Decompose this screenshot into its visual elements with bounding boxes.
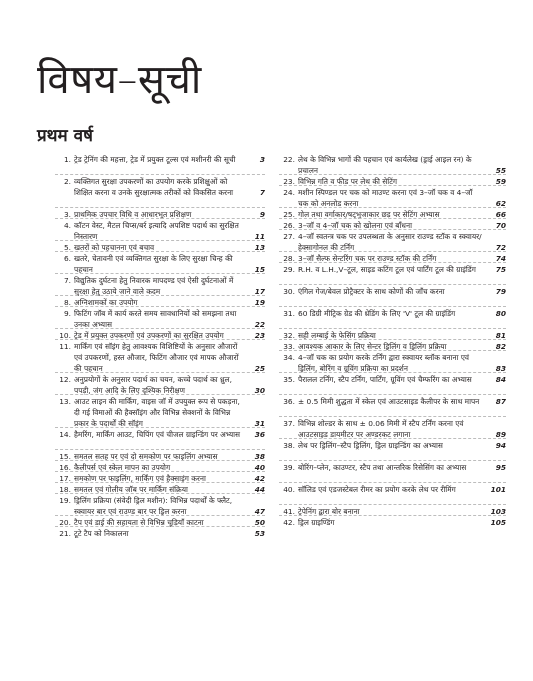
toc-entry — [55, 341, 265, 374]
dashed-divider — [55, 328, 265, 329]
dashed-divider — [279, 262, 506, 263]
entry-page: 15 — [254, 265, 265, 274]
entry-number: 38. — [283, 441, 295, 450]
toc-entry — [279, 517, 506, 528]
entry-page: 105 — [490, 518, 506, 527]
entry-title: 3–जॉ व 4–जॉ चक को खोलना एवं बाँधना — [298, 221, 412, 230]
entry-number: 10. — [59, 331, 71, 340]
dashed-divider — [279, 515, 506, 516]
entry-title: मार्किंग एवं सॉइंग हेतु आवश्यक विशिष्टियों के अनुसार औजारों एवं उपकरणों, हस्त औजार, फिटिंग औजार एवं मापक औजारों की पहचान — [74, 342, 239, 373]
entry-page: 79 — [495, 287, 506, 296]
entry-page: 31 — [254, 419, 265, 428]
entry-page: 55 — [495, 166, 506, 175]
entry-page: 22 — [254, 320, 265, 329]
entry-number: 16. — [59, 463, 71, 472]
entry-page: 47 — [254, 507, 265, 516]
toc-entry — [55, 253, 265, 275]
toc-entry — [55, 220, 265, 242]
entry-title: समतल सतह पर एवं दो समकोण पर फाइलिंग अभ्यास — [74, 452, 218, 461]
entry-page: 44 — [254, 485, 265, 494]
entry-title: विद्युतिक दुर्घटना हेतु निवारक मापदण्ड एवं ऐसी दुर्घटनाओं में सुरक्षा हेतु उठाये जाने वाले कदम — [74, 276, 234, 296]
dashed-divider — [279, 504, 506, 505]
entry-number: 14. — [59, 430, 71, 439]
entry-number: 17. — [59, 474, 71, 483]
entry-title: बोरिंग–प्लेन, काउण्टर, स्टैप तथा आन्तरिक रिसेसिंग का अभ्यास — [298, 463, 467, 472]
entry-number: 4. — [63, 221, 71, 230]
entry-page: 17 — [254, 287, 265, 296]
entry-title: व्यक्तिगत सुरक्षा उपकरणों का उपयोग करके प्रशिक्षुओं को शिक्षित करना व उनके सुरक्षात्मक तरीकों को विकसित करना — [74, 177, 234, 197]
dashed-divider — [279, 306, 506, 307]
entry-page: 9 — [259, 210, 265, 219]
page-title: विषय–सूची — [37, 57, 202, 103]
entry-page: 38 — [254, 452, 265, 461]
dashed-divider — [279, 372, 506, 373]
entry-title: ± 0.5 मिमी शुद्धता में स्केल एवं आउटसाइड कैलीपर के साथ मापन — [298, 397, 480, 406]
dashed-divider — [279, 350, 506, 351]
entry-number: 32. — [283, 331, 295, 340]
entry-page: 42 — [254, 474, 265, 483]
entry-page: 94 — [495, 441, 506, 450]
toc-entry — [279, 154, 506, 176]
dashed-divider — [279, 207, 506, 208]
entry-page: 70 — [495, 221, 506, 230]
entry-number: 36. — [283, 397, 295, 406]
entry-number: 37. — [283, 419, 295, 428]
entry-number: 3. — [63, 210, 71, 219]
dashed-divider — [55, 493, 265, 494]
entry-number: 6. — [63, 254, 71, 263]
dashed-divider — [55, 339, 265, 340]
toc-entry — [279, 286, 506, 297]
entry-page: 72 — [495, 243, 506, 252]
entry-page: 84 — [495, 375, 506, 384]
toc-entry — [55, 275, 265, 297]
entry-number: 15. — [59, 452, 71, 461]
entry-title: लेथ के विभिन्न भागों की पहचान एवं कार्यलेख (ड्राई आइल रन) के प्रचालन — [298, 155, 472, 175]
entry-title: 60 डिग्री मीट्रिक ग्रेड की थ्रेडिंग के लिए 'V' टूल की ग्राइंडिंग — [298, 309, 456, 318]
entry-number: 27. — [283, 232, 295, 241]
toc-entry — [279, 418, 506, 440]
entry-title: समकोण पर फाइलिंग, मार्किंग एवं हैक्साइंग करना — [74, 474, 206, 483]
dashed-divider — [279, 174, 506, 175]
entry-page: 23 — [254, 331, 265, 340]
entry-page: 30 — [254, 386, 265, 395]
entry-title: कॉटन वेस्ट, मैटल चिप्स/बर्र इत्यादि अपशिष्ट पदार्थ का सुरक्षित निस्तारण — [74, 221, 239, 241]
toc-entry — [55, 528, 265, 539]
entry-page: 50 — [254, 518, 265, 527]
entry-number: 25. — [283, 210, 295, 219]
section-heading: प्रथम वर्ष — [37, 126, 93, 146]
dashed-divider — [55, 240, 265, 241]
toc-entry — [55, 176, 265, 198]
entry-number: 7. — [63, 276, 71, 285]
toc-entry — [279, 396, 506, 407]
dashed-divider — [55, 471, 265, 472]
entry-number: 30. — [283, 287, 295, 296]
entry-number: 24. — [283, 188, 295, 197]
dashed-divider — [279, 251, 506, 252]
entry-page: 101 — [490, 485, 506, 494]
toc-entry — [279, 308, 506, 319]
dashed-divider — [279, 416, 506, 417]
entry-number: 35. — [283, 375, 295, 384]
entry-page: 80 — [495, 309, 506, 318]
entry-page: 62 — [495, 199, 506, 208]
entry-page: 103 — [490, 507, 506, 516]
toc-entry — [279, 352, 506, 374]
dashed-divider — [55, 174, 265, 175]
entry-number: 41. — [283, 507, 295, 516]
dashed-divider — [279, 218, 506, 219]
entry-title: 3–जॉ सैल्फ सेन्टरिंग चक पर राउण्ड स्टॉक की टर्निंग — [298, 254, 437, 263]
entry-title: प्राथमिक उपचार विधि व आधारभूत प्रशिक्षण — [74, 210, 192, 219]
entry-title: टैप एवं डाई की सहायता से विभिन्न चूड़ियाँ काटना — [74, 518, 204, 527]
entry-page: 74 — [495, 254, 506, 263]
entry-number: 29. — [283, 265, 295, 274]
entry-page: 95 — [495, 463, 506, 472]
entry-number: 31. — [283, 309, 295, 318]
entry-page: 53 — [254, 529, 265, 538]
dashed-divider — [279, 328, 506, 329]
entry-title: अग्निशामकों का उपयोग — [74, 298, 138, 307]
entry-number: 26. — [283, 221, 295, 230]
dashed-divider — [279, 339, 506, 340]
entry-number: 8. — [63, 298, 71, 307]
entry-title: आवश्यक आकार के लिए सेन्टर ड्रिलिंग व ड्रिलिंग प्रक्रिया — [298, 342, 447, 351]
entry-page: 81 — [495, 331, 506, 340]
entry-page: 83 — [495, 364, 506, 373]
entry-title: सही लम्बाई के फेसिंग प्रक्रिया — [298, 331, 376, 340]
entry-page: 87 — [495, 397, 506, 406]
entry-page: 59 — [495, 177, 506, 186]
dashed-divider — [279, 438, 506, 439]
entry-page: 66 — [495, 210, 506, 219]
entry-title: कैलीपर्स एवं स्केल मापन का उपयोग — [74, 463, 171, 472]
entry-page: 7 — [259, 188, 265, 197]
entry-title: खतरों को पहचानना एवं बचाव — [74, 243, 155, 252]
entry-page: 36 — [254, 430, 265, 439]
entry-number: 11. — [59, 342, 71, 351]
dashed-divider — [55, 449, 265, 450]
toc-entry — [279, 484, 506, 495]
entry-title: ट्रेड में प्रयुक्त उपकरणों एवं उपकरणों का सुरक्षित उपयोग — [74, 331, 224, 340]
entry-title: विभिन्न गति व फीड पर लेथ की सेटिंग — [298, 177, 398, 186]
entry-title: गोल तथा वर्गाकार/षट्भुजाकार छड़ पर सेटिंग अभ्यास — [298, 210, 440, 219]
dashed-divider — [279, 460, 506, 461]
entry-title: ड्रिल ग्राइण्डिंग — [298, 518, 335, 527]
toc-entry — [55, 308, 265, 330]
entry-number: 21. — [59, 529, 71, 538]
entry-page: 75 — [495, 265, 506, 274]
entry-title: लेथ पर ड्रिलिंग–स्टैप ड्रिलिंग, ड्रिल ग्राइन्डिंग का अभ्यास — [298, 441, 443, 450]
entry-title: फिटिंग जॉब में कार्य करते समय सावधानियों को समझना तथा उनका अभ्यास — [74, 309, 237, 329]
toc-entry — [55, 396, 265, 429]
toc-entry — [279, 462, 506, 473]
dashed-divider — [55, 526, 265, 527]
entry-number: 2. — [63, 177, 71, 186]
dashed-divider — [55, 273, 265, 274]
entry-number: 19. — [59, 496, 71, 505]
entry-page: 40 — [254, 463, 265, 472]
entry-page: 89 — [495, 430, 506, 439]
entry-title: विभिन्न शोल्डर के साथ ± 0.06 मिमी में स्टैप टर्निंग करना एवं आउटसाइड डायमीटर पर अण्डरकट लगाना — [298, 419, 464, 439]
entry-page: 11 — [254, 232, 265, 241]
entry-title: पैरालल टर्निंग, स्टैप टर्निंग, पार्टिंग, ग्रूविंग एवं चैम्फरिंग का अभ्यास — [298, 375, 472, 384]
toc-entry — [279, 374, 506, 385]
dashed-divider — [55, 295, 265, 296]
entry-page: 3 — [259, 155, 265, 164]
toc-entry — [55, 429, 265, 440]
entry-title: सॉलिड एवं एडजस्टेबल रीमर का प्रयोग करके लेथ पर रीमिंग — [298, 485, 456, 494]
entry-number: 5. — [63, 243, 71, 252]
entry-number: 28. — [283, 254, 295, 263]
dashed-divider — [55, 515, 265, 516]
toc-entry — [279, 231, 506, 253]
entry-number: 9. — [63, 309, 71, 318]
entry-number: 13. — [59, 397, 71, 406]
dashed-divider — [55, 251, 265, 252]
entry-title: आउट लाइन की मार्किंग, वाइस जॉ में उपयुक्त रूप से पकड़ना, दी गई विमाओं की हैक्सॉइंग और विभिन्न सेक्शनों के विभिन्न प्रकार के पदार्थों की सॉइंग — [74, 397, 240, 428]
dashed-divider — [279, 229, 506, 230]
entry-title: एंगिल गेज/बेवल प्रोट्रैक्टर के साथ कोणों की जाँच करना — [298, 287, 445, 296]
toc-entry — [279, 440, 506, 451]
entry-number: 39. — [283, 463, 295, 472]
dashed-divider — [279, 394, 506, 395]
entry-number: 1. — [63, 155, 71, 164]
entry-number: 42. — [283, 518, 295, 527]
entry-number: 22. — [283, 155, 295, 164]
entry-title: टूटे टैप को निकालना — [74, 529, 129, 538]
entry-title: 4–जॉ स्वतन्त्र चक पर उपलब्धता के अनुसार राउण्ड स्टॉक व स्क्वायर/हेक्सागोनल की टर्निंग — [298, 232, 482, 252]
dashed-divider — [55, 372, 265, 373]
toc-entry — [55, 374, 265, 396]
entry-number: 23. — [283, 177, 295, 186]
toc-entry — [279, 187, 506, 209]
entry-page: 25 — [254, 364, 265, 373]
dashed-divider — [279, 482, 506, 483]
entry-number: 40. — [283, 485, 295, 494]
entry-title: हैमरिंग, मार्किंग आउट, चिपिंग एवं चीजल ग्राइन्डिंग पर अभ्यास — [74, 430, 241, 439]
dashed-divider — [55, 218, 265, 219]
entry-number: 34. — [283, 353, 295, 362]
dashed-divider — [55, 394, 265, 395]
entry-title: खतरे, चेतावनी एवं व्यक्तिगत सुरक्षा के लिए सुरक्षा चिन्ह की पहचान — [74, 254, 233, 274]
entry-page: 13 — [254, 243, 265, 252]
entry-title: समतल एवं गोलीय जॉब पर मार्किंग संक्रिया — [74, 485, 188, 494]
entry-title: ट्रेड ट्रेनिंग की महत्ता, ट्रेड में प्रयुक्त टूल्स एवं मशीनरी की सूची — [74, 155, 236, 164]
entry-page: 19 — [254, 298, 265, 307]
entry-number: 33. — [283, 342, 295, 351]
dashed-divider — [55, 306, 265, 307]
entry-page: 82 — [495, 342, 506, 351]
entry-number: 18. — [59, 485, 71, 494]
dashed-divider — [55, 427, 265, 428]
dashed-divider — [55, 460, 265, 461]
dashed-divider — [279, 185, 506, 186]
entry-title: मशीन स्पिण्डल पर चक को माउण्ट करना एवं 3–जॉ चक व 4–जॉ चक को अनलोड करना — [298, 188, 473, 208]
entry-number: 20. — [59, 518, 71, 527]
dashed-divider — [279, 284, 506, 285]
entry-number: 12. — [59, 375, 71, 384]
entry-title: 4–जॉ चक का प्रयोग करके टर्निंग द्वारा स्क्वायर ब्लॉक बनाना एवं ड्रिलिंग, बोरिंग व ग्रूविंग प्रक्रिया का प्रदर्शन — [298, 353, 470, 373]
toc-entry — [279, 264, 506, 275]
dashed-divider — [55, 207, 265, 208]
entry-title: अनुप्रयोगों के अनुसार पदार्थ का चयन, कच्चे पदार्थ का ध्रुल, पपड़ी, जंग आदि के लिए दृश्यिक निरीक्षण — [74, 375, 232, 395]
entry-title: ड्रिलिंग प्रक्रिया (संवेदी ड्रिल मशीन): विभिन्न पदार्थों के फ्लैट, स्क्वायर बार एवं राउण्ड बार पर ड्रिल करना — [74, 496, 233, 516]
toc-entry — [55, 154, 265, 165]
dashed-divider — [55, 482, 265, 483]
entry-title: ट्रेपेनिंग द्वारा बोर बनाना — [298, 507, 360, 516]
toc-entry — [55, 495, 265, 517]
entry-title: R.H. व L.H.,V–टूल, साइड कटिंग टूल एवं पार्टिंग टूल की ग्राइंडिंग — [298, 265, 476, 274]
